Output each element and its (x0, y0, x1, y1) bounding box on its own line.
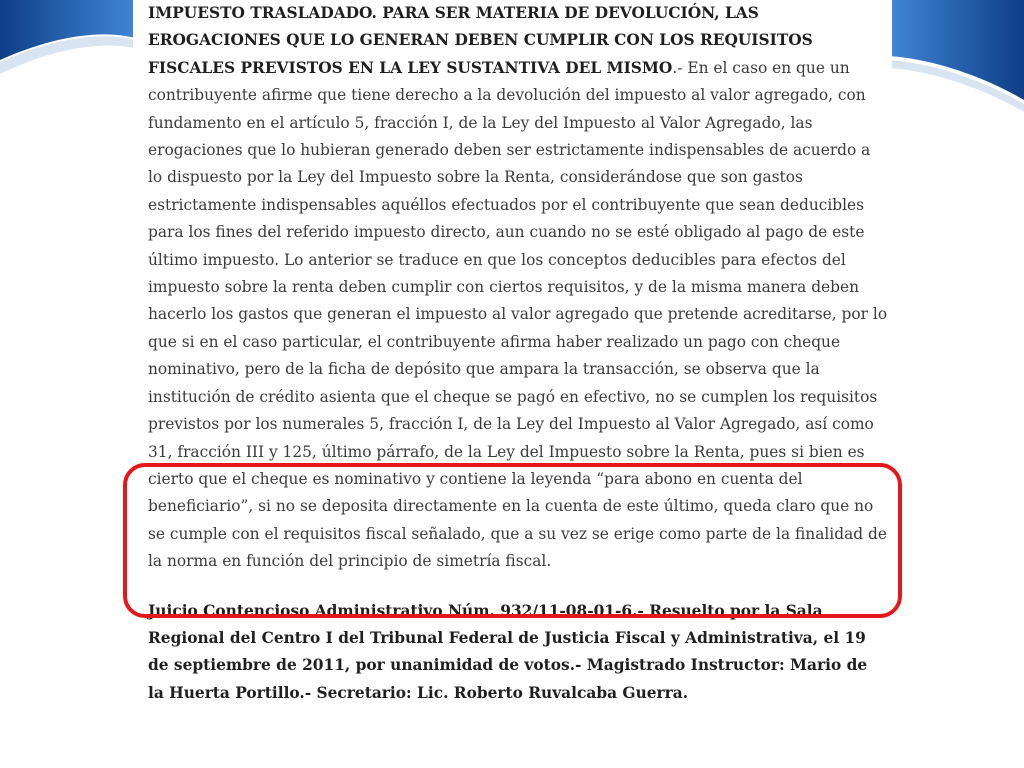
left-blue-swoosh (0, 0, 135, 60)
case-citation: Juicio Contencioso Administrativo Núm. 932/11-08-01-6.- Resuelto por la Sala Regional del Centro I del Tribunal Federal de Justicia Fiscal y Administrativa, el 19 de septiembre de 2011, por unanimidad de votos.- Magistrado Instructor: Mario de la Huerta Portillo.- Secretario: Lic. Roberto Ruvalcaba Guerra. (148, 601, 868, 702)
thesis-heading: IMPUESTO TRASLADADO. PARA SER MATERIA DE DEVOLUCIÓN, LAS EROGACIONES QUE LO GENERAN DEBEN CUMPLIR CON LOS REQUISITOS FISCALES PREVISTOS EN LA LEY SUSTANTIVA DEL MISMO (148, 4, 813, 77)
red-highlight-box (123, 463, 902, 618)
thesis-body: .- En el caso en que un contribuyente afirme que tiene derecho a la devolución del impuesto al valor agregado, con fundamento en el artículo 5, fracción I, de la Ley del Impuesto al Valor Agregado, las erogaciones que lo hubieran generado deben ser estrictamente indispensables de acuerdo a lo dispuesto por la Ley del Impuesto sobre la Renta, considerándose que son gastos estrictamente indispensables aquéllos efectuados por el contribuyente que sean deducibles para los fines del referido impuesto directo, aun cuando no se esté obligado al pago de este último impuesto. Lo anterior se traduce en que los conceptos deducibles para efectos del impuesto sobre la renta deben cumplir con ciertos requisitos, y de la misma manera deben hacerlo los gastos que generan el impuesto al valor agregado que pretende acreditarse, por lo que si en el caso particular, el contribuyente afirma haber realizado un pago con cheque nominativo, pero de la ficha de depósito que ampara la transacción, se observa que la institución de crédito asienta que el cheque se pagó en efectivo, no se cumplen los requisitos previstos por los numerales 5, fracción I, de la Ley del Impuesto al Valor Agregado, así como 31, fracción III y 125, último párrafo, de la Ley del Impuesto sobre la Renta, pues si bien es cierto que el cheque es nominativo y contiene la leyenda “para abono en cuenta del beneficiario”, si no se deposita directamente en la cuenta de este último, queda claro que no se cumple con el requisitos fiscal señalado, que a su vez se erige como parte de la finalidad de la norma en función del principio de simetría fiscal. (148, 58, 888, 571)
right-blue-swoosh (890, 0, 1024, 100)
